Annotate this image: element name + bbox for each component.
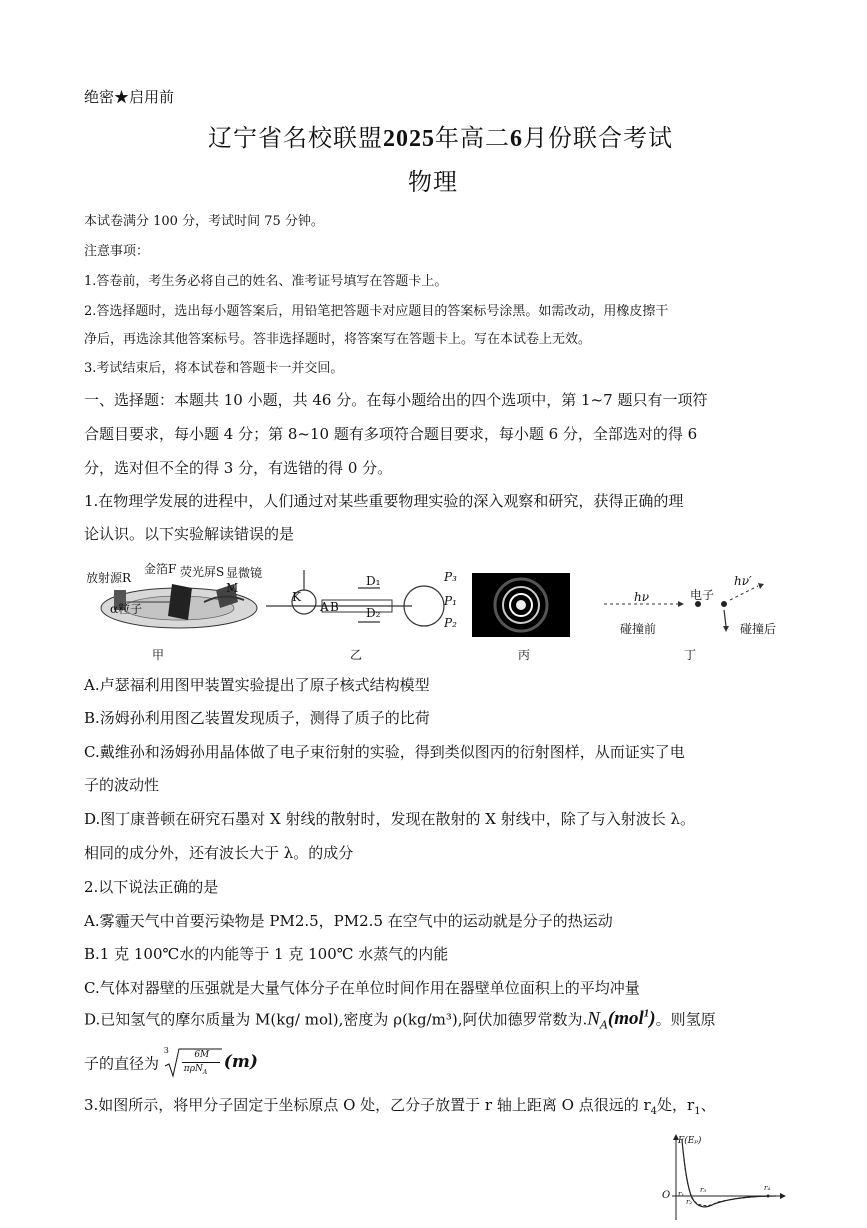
diameter-formula — [163, 1046, 258, 1080]
q2-option-b: B.1 克 100℃水的内能等于 1 克 100℃ 水蒸气的内能 — [84, 945, 449, 963]
q2-option-d-tail: 。则氢原 — [655, 1010, 716, 1029]
q1-option-c-cont: 子的波动性 — [84, 776, 160, 794]
q1-option-b: B.汤姆孙利用图乙装置发现质子，测得了质子的比荷 — [84, 709, 430, 727]
formula-unit: (m) — [223, 1052, 258, 1072]
caption-ding: 丁 — [684, 648, 697, 662]
notice-item: 3.考试结束后，将本试卷和答题卡一并交回。 — [84, 361, 344, 376]
exam-intro: 本试卷满分 100 分，考试时间 75 分钟。 — [84, 214, 324, 229]
q1-option-d: D.图丁康普顿在研究石墨对 X 射线的散射时，发现在散射的 X 射线中，除了与入射波长 λ。 — [84, 810, 695, 828]
unit-mol: (mol — [607, 1008, 644, 1030]
label-photon-in: hν — [634, 590, 650, 604]
section-heading-line: 一、选择题：本题共 10 小题，共 46 分。在每小题给出的四个选项中，第 1~7 题只有一项符 — [84, 391, 708, 409]
question-3-stem — [84, 1094, 716, 1117]
force-potential-graph — [656, 1134, 786, 1224]
denominator-subscript: A — [202, 1068, 208, 1076]
secret-mark: 绝密★启用前 — [84, 88, 175, 106]
graph-r4: r₄ — [764, 1184, 771, 1192]
section-heading-line: 合题目要求，每小题 4 分；第 8~10 题有多项符合题目要求，每小题 6 分，全部选对的得 6 — [84, 425, 698, 443]
title-month: 6 — [510, 126, 523, 152]
denominator-text: πρN — [183, 1064, 203, 1074]
label-b: B — [330, 600, 339, 614]
figure-yi — [262, 566, 457, 638]
avogadro-symbol: N — [587, 1008, 600, 1030]
label-after: 碰撞后 — [740, 622, 777, 636]
label-p3: P₃ — [444, 570, 457, 584]
title-year: 2025 — [383, 126, 435, 152]
caption-yi: 乙 — [350, 648, 363, 662]
figure-bing — [472, 573, 570, 637]
question-1-stem: 1.在物理学发展的进程中，人们通过对某些重要物理实验的深入观察和研究，获得正确的理 — [84, 492, 684, 510]
q2-option-d — [84, 1008, 716, 1031]
caption-bing: 丙 — [518, 648, 531, 662]
label-source: 放射源R — [86, 571, 132, 585]
label-before: 碰撞前 — [620, 622, 657, 636]
q2-option-d-line2 — [84, 1046, 258, 1080]
unit-close-paren: ) — [649, 1008, 656, 1030]
label-k: K — [292, 590, 301, 604]
title-prefix: 辽宁省名校联盟 — [208, 124, 383, 152]
label-a: A — [320, 600, 329, 614]
root-index: 3 — [163, 1046, 169, 1055]
formula-denominator — [184, 1064, 207, 1076]
q2-option-a: A.雾霾天气中首要污染物是 PM2.5，PM2.5 在空气中的运动就是分子的热运动 — [84, 912, 613, 930]
label-electron: 电子 — [690, 588, 715, 602]
graph-y-label: F(Eₚ) — [678, 1136, 702, 1146]
question-1-stem: 论认识。以下实验解读错误的是 — [84, 525, 295, 543]
q3-stem-end: 、 — [700, 1096, 716, 1114]
q1-option-a: A.卢瑟福利用图甲装置实验提出了原子核式结构模型 — [84, 676, 430, 694]
q3-r1-subscript: 1 — [694, 1106, 701, 1117]
notice-heading: 注意事项： — [84, 244, 150, 259]
fraction-bar — [182, 1062, 220, 1063]
unit-mol-exponent: 1 — [643, 1008, 650, 1020]
title-mid: 年高二 — [435, 124, 510, 152]
figure-ding — [600, 570, 790, 640]
molecular-force-curve — [656, 1134, 786, 1224]
label-screen: 荧光屏S — [180, 565, 225, 579]
section-heading-line: 分，选对但不全的得 3 分，有选错的得 0 分。 — [84, 459, 393, 477]
question-2-stem: 2.以下说法正确的是 — [84, 878, 219, 896]
q1-option-c: C.戴维孙和汤姆孙用晶体做了电子束衍射的实验，得到类似图丙的衍射图样，从而证实了电 — [84, 743, 685, 761]
q2-option-c: C.气体对器壁的压强就是大量气体分子在单位时间作用在器壁单位面积上的平均冲量 — [84, 979, 640, 997]
label-microscope: 显微镜M — [226, 566, 263, 595]
label-p2: P₂ — [444, 616, 457, 630]
label-d2: D₂ — [366, 606, 381, 620]
label-gold-foil: 金箔F — [144, 562, 177, 576]
q2-option-d-line2-text: 子的直径为 — [84, 1054, 160, 1073]
exam-title — [208, 118, 673, 153]
label-alpha: α粒子 — [110, 602, 143, 616]
q1-option-d-cont: 相同的成分外，还有波长大于 λ。的成分 — [84, 844, 354, 862]
q3-r4-subscript: 4 — [650, 1106, 658, 1117]
graph-r1: r₁ — [678, 1190, 685, 1198]
label-p1: P₁ — [444, 594, 457, 608]
figure-jia — [84, 562, 264, 637]
notice-item: 1.答卷前，考生务必将自己的姓名、准考证号填写在答题卡上。 — [84, 274, 448, 289]
label-d1: D₁ — [366, 574, 381, 588]
q3-stem-text: 3.如图所示，将甲分子固定于坐标原点 O 处，乙分子放置于 r 轴上距离 O 点很远的 r — [84, 1096, 651, 1114]
q3-stem-tail: 处，r — [657, 1096, 695, 1114]
graph-origin: O — [662, 1190, 671, 1201]
avogadro-subscript: A — [599, 1018, 608, 1032]
notice-item: 2.答选择题时，选出每小题答案后，用铅笔把答题卡对应题目的答案标号涂黑。如需改动，用橡皮擦干 — [84, 304, 669, 319]
graph-r3: r₃ — [700, 1186, 707, 1194]
title-suffix: 月份联合考试 — [523, 124, 673, 152]
subject-title: 物理 — [408, 168, 458, 196]
formula-numerator: 6M — [194, 1050, 210, 1060]
caption-jia: 甲 — [152, 648, 165, 662]
diffraction-rings-image — [472, 573, 570, 637]
q2-option-d-text: D.已知氢气的摩尔质量为 M(kg/ mol),密度为 ρ(kg/m³),阿伏加德罗常数为. — [84, 1010, 588, 1029]
label-photon-out: hν′ — [734, 574, 752, 588]
notice-item: 净后，再选涂其他答案标号。答非选择题时，将答案写在答题卡上。写在本试卷上无效。 — [84, 332, 592, 347]
graph-r2: r₂ — [686, 1198, 693, 1206]
cathode-tube-diagram — [262, 566, 452, 638]
